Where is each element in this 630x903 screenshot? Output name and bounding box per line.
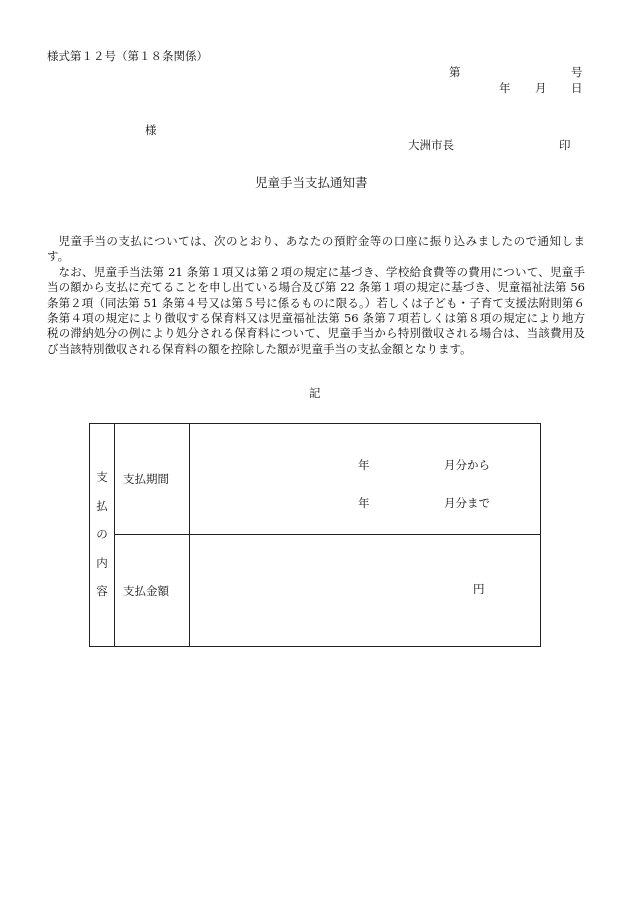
doc-number-suffix: 号 [571,65,583,79]
side-header-char: 払 [96,498,108,513]
date-day: 日 [571,81,583,95]
period-to-year: 年 [358,496,370,510]
period-from-month: 月分から [444,458,490,472]
seal-mark: 印 [559,138,571,152]
amount-unit: 円 [473,582,485,596]
addressee-suffix: 様 [145,123,157,137]
form-number: 様式第１２号（第１８条関係） [47,49,208,63]
issuer-name: 大洲市長 [408,138,454,152]
amount-value-cell [190,535,541,647]
doc-number-prefix: 第 [449,65,461,79]
side-header-char: 内 [96,555,108,570]
payment-content-header [90,424,115,647]
side-header-char: の [96,527,108,542]
period-label-cell [115,424,190,535]
side-header-char: 支 [96,470,108,485]
period-value-cell [190,424,541,535]
period-label: 支払期間 [123,472,169,486]
amount-label-cell [115,535,190,647]
period-to-month: 月分まで [444,496,490,510]
notice-paragraph-1: 児童手当の支払については、次のとおり、あなたの預貯金等の口座に振り込みましたので通知します。 [47,234,585,264]
document-title: 児童手当支払通知書 [255,175,368,190]
period-from-year: 年 [358,458,370,472]
ki-heading: 記 [309,386,321,400]
side-header-char: 容 [96,584,108,599]
notice-body [47,234,585,357]
notice-paragraph-2: なお、児童手当法第 21 条第１項又は第２項の規定に基づき、学校給食費等の費用について、児童手当の額から支払に充てることを申し出ている場合及び第 22 条第１項の規定に基づき、児童福祉法第 56 条第２項（同法第 51 条第４号又は第５号に係るものに限る。）若しくは子ども・子育て支援法附則第６条第４項の規定により徴収する保育料又は児童福祉法第 56 条第７項若しくは第８項の規定により地方税の滞納処分の例により処分される保育料について、児童手当から特別徴収される場合は、当該費用及び当該特別徴収される保育料の額を控除した額が児童手当の支払金額となります。 [47,264,585,356]
payment-detail-table [89,423,541,647]
date-year: 年 [499,81,511,95]
date-month: 月 [535,81,547,95]
amount-label: 支払金額 [123,583,169,598]
